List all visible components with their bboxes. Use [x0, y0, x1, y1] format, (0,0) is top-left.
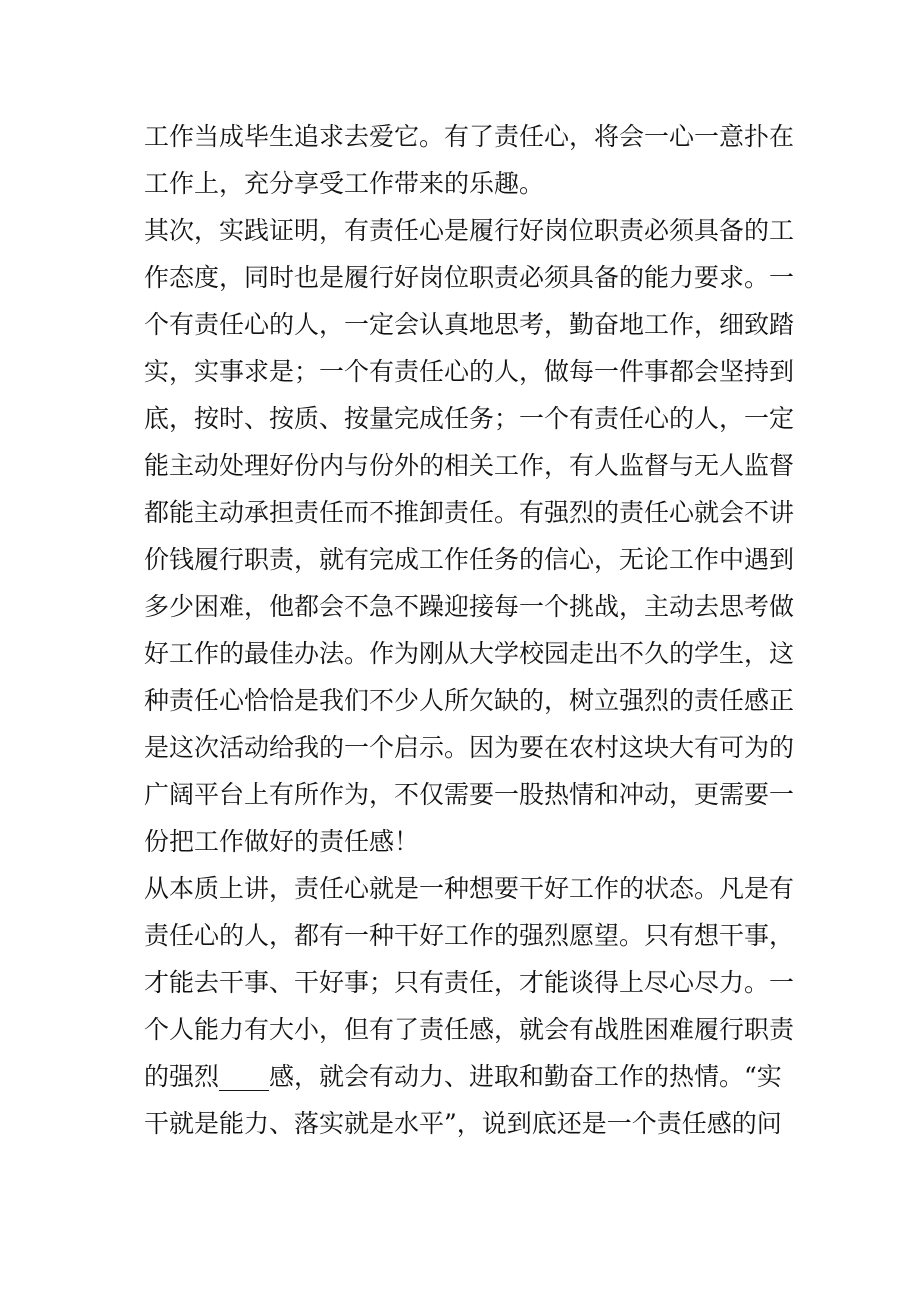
text-line: 份把工作做好的责任感！	[144, 827, 420, 856]
text-line: 工作上，充分享受工作带来的乐趣。	[144, 169, 545, 198]
text-line: 个人能力有大小，但有了责任感，就会有战胜困难履行职责	[144, 1015, 795, 1044]
text-line: 能主动处理好份内与份外的相关工作，有人监督与无人监督	[144, 451, 795, 480]
text-line: 其次，实践证明，有责任心是履行好岗位职责必须具备的工	[144, 216, 795, 245]
text-line: 工作当成毕生追求去爱它。有了责任心，将会一心一意扑在	[144, 122, 795, 151]
text-line: 干就是能力、落实就是水平”，说到底还是一个责任感的问	[144, 1109, 782, 1138]
text-line: 种责任心恰恰是我们不少人所欠缺的，树立强烈的责任感正	[144, 686, 795, 715]
text-line: 都能主动承担责任而不推卸责任。有强烈的责任心就会不讲	[144, 498, 795, 527]
text-line: 多少困难，他都会不急不躁迎接每一个挑战，主动去思考做	[144, 592, 795, 621]
text-line: 作态度，同时也是履行好岗位职责必须具备的能力要求。一	[144, 263, 795, 292]
text-line: 底，按时、按质、按量完成任务；一个有责任心的人，一定	[144, 404, 795, 433]
text-line: 责任心的人，都有一种干好工作的强烈愿望。只有想干事，	[144, 921, 795, 950]
text-line: 广阔平台上有所作为，不仅需要一股热情和冲动，更需要一	[144, 780, 795, 809]
text-line: 从本质上讲，责任心就是一种想要干好工作的状态。凡是有	[144, 874, 795, 903]
text-line: 价钱履行职责，就有完成工作任务的信心，无论工作中遇到	[144, 545, 795, 574]
text-line: 好工作的最佳办法。作为刚从大学校园走出不久的学生，这	[144, 639, 795, 668]
text-line: 实，实事求是；一个有责任心的人，做每一件事都会坚持到	[144, 357, 795, 386]
text-line: 个有责任心的人，一定会认真地思考，勤奋地工作，细致踏	[144, 310, 795, 339]
text-line: 才能去干事、干好事；只有责任，才能谈得上尽心尽力。一	[144, 968, 795, 997]
text-line: 的强烈____感，就会有动力、进取和勤奋工作的热情。“实	[144, 1062, 782, 1091]
text-line: 是这次活动给我的一个启示。因为要在农村这块大有可为的	[144, 733, 795, 762]
